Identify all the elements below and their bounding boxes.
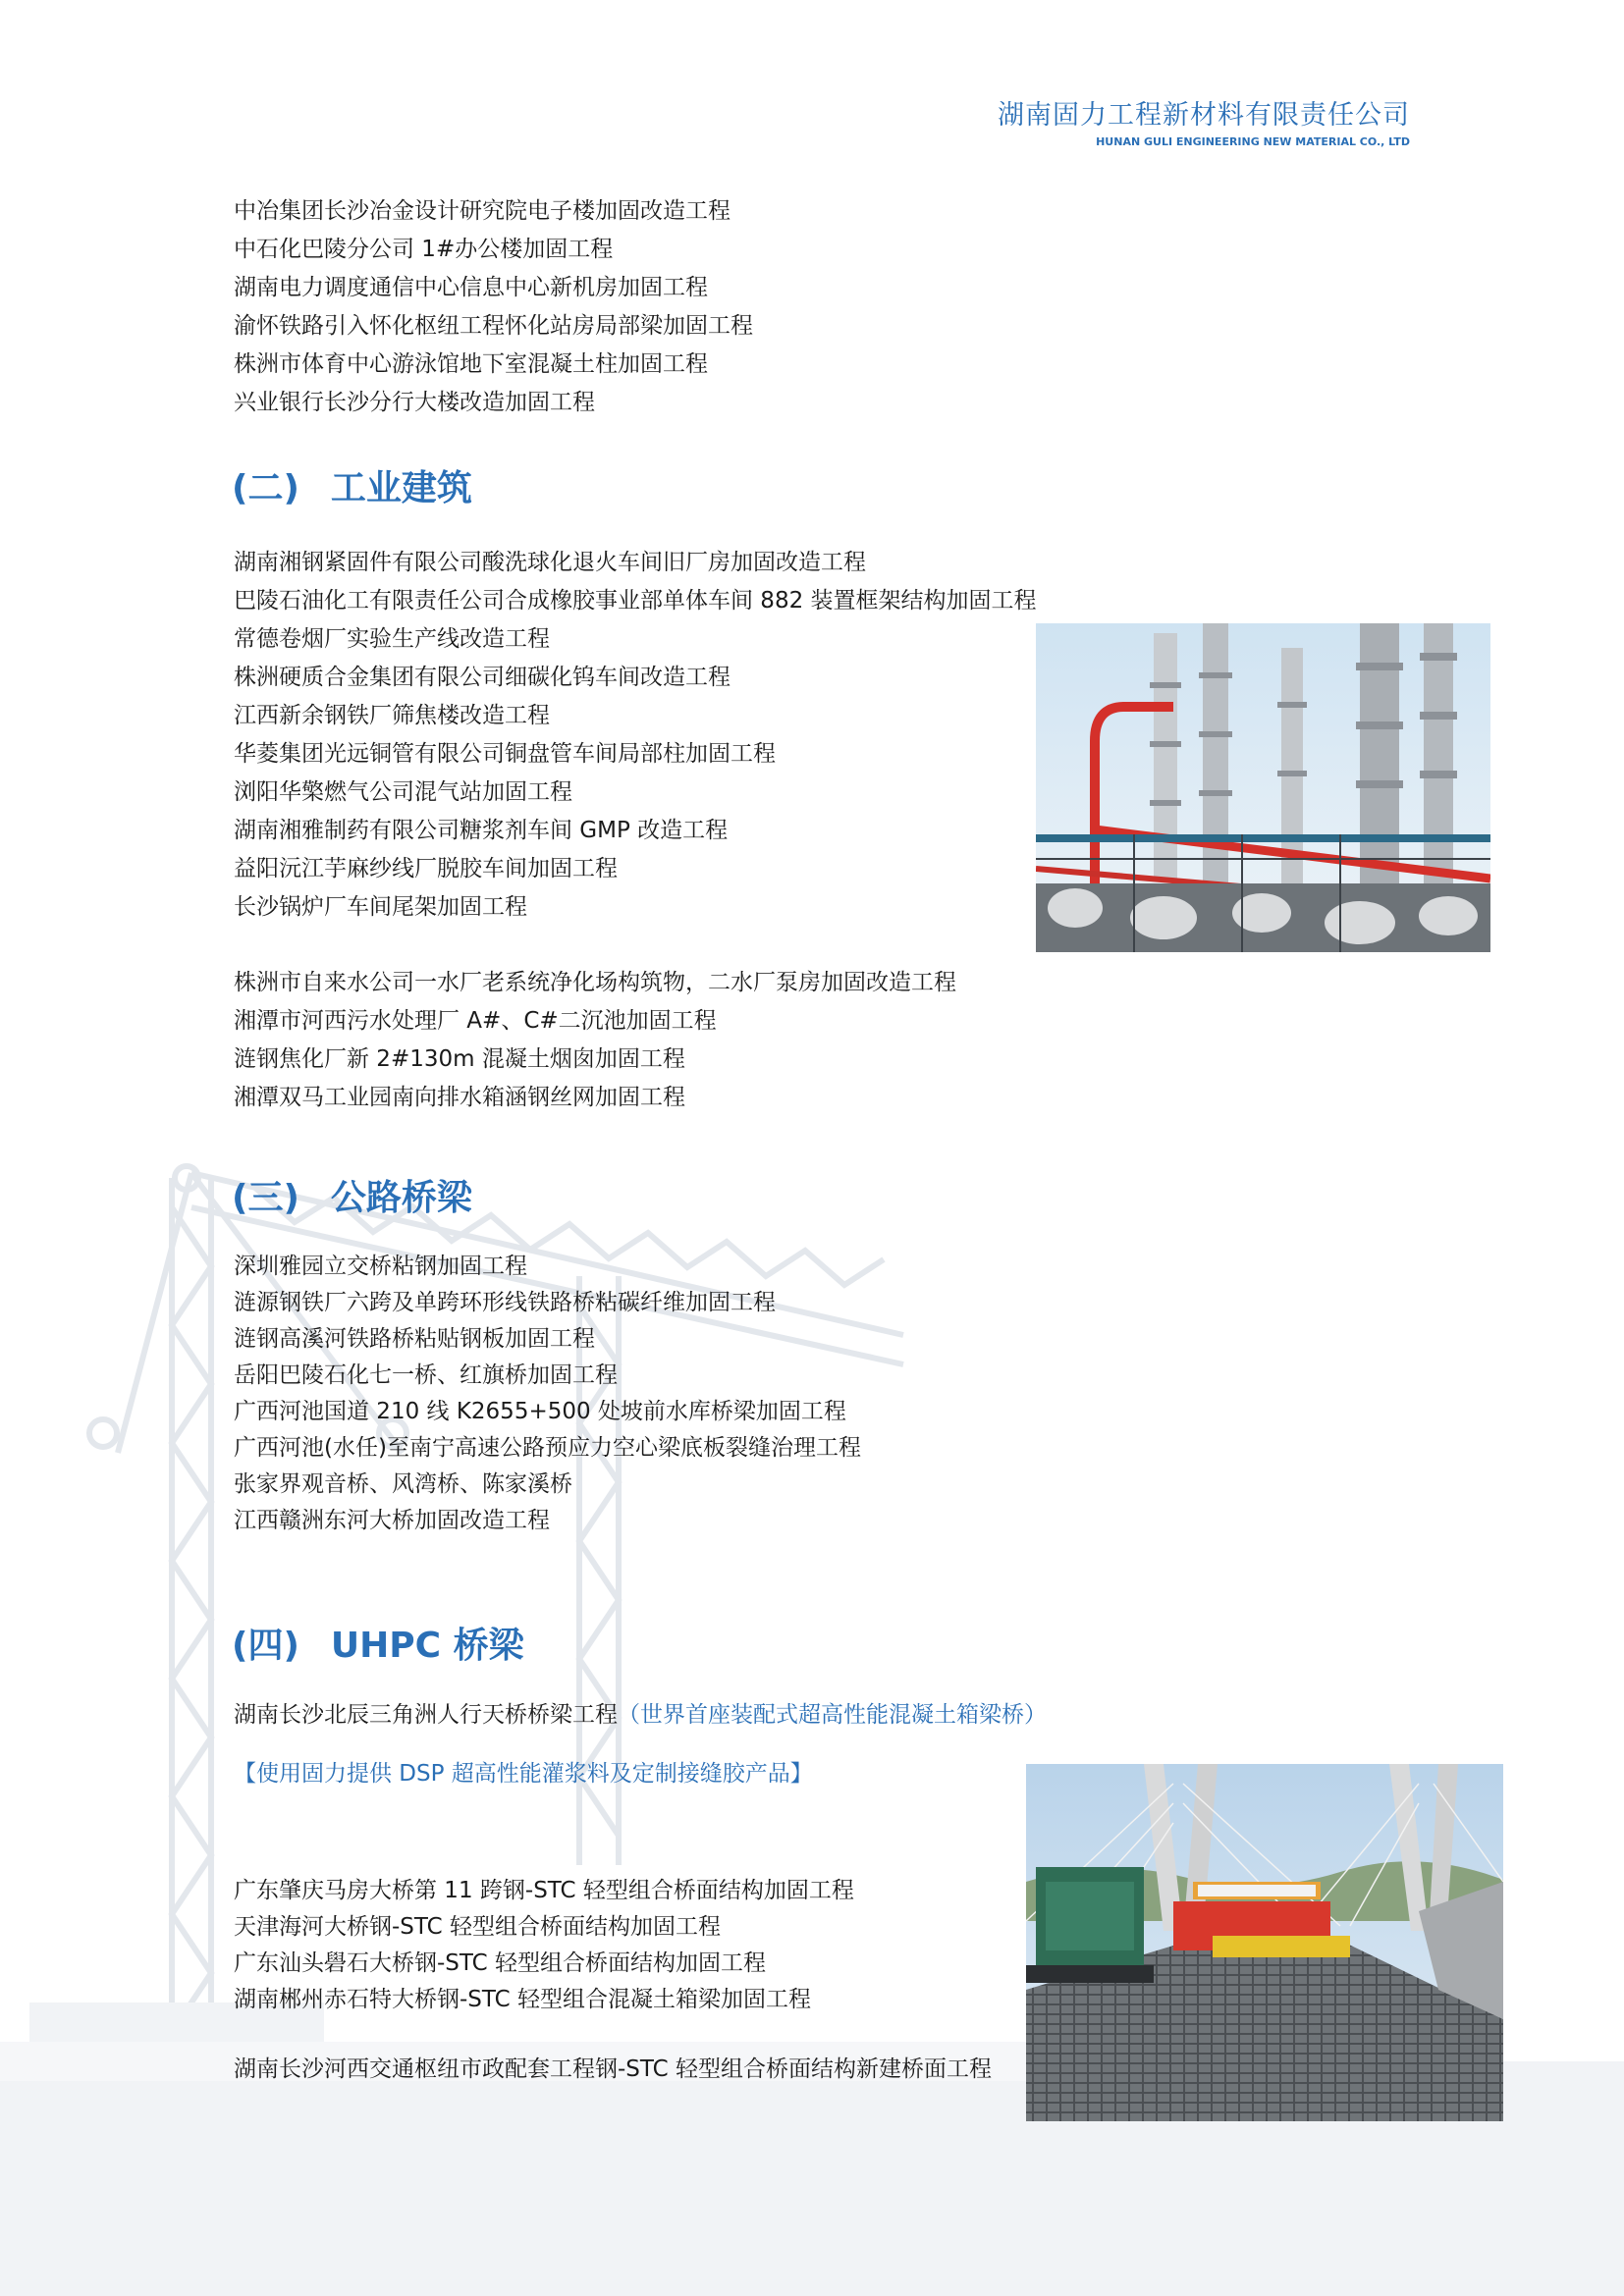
section-heading-uhpc — [232, 1625, 524, 1668]
list-item: 广东汕头礐石大桥钢-STC 轻型组合桥面结构加固工程 — [234, 1950, 766, 1976]
list-item: 岳阳巴陵石化七一桥、红旗桥加固工程 — [234, 1362, 618, 1388]
list-item: 中冶集团长沙冶金设计研究院电子楼加固改造工程 — [234, 198, 731, 224]
section-heading-bridges — [232, 1177, 472, 1220]
petrochemical-plant-photo — [1036, 623, 1490, 952]
list-item: 渝怀铁路引入怀化枢纽工程怀化站房局部梁加固工程 — [234, 313, 753, 339]
section-heading-industrial — [232, 467, 472, 510]
list-item: 湖南郴州赤石特大桥钢-STC 轻型组合混凝土箱梁加固工程 — [234, 1987, 811, 2012]
list-item: 江西赣洲东河大桥加固改造工程 — [234, 1508, 550, 1533]
section-title: UHPC 桥梁 — [330, 1626, 524, 1666]
company-name-en: HUNAN GULI ENGINEERING NEW MATERIAL CO., LTD — [1096, 135, 1410, 148]
list-item: 中石化巴陵分公司 1#办公楼加固工程 — [234, 237, 614, 262]
list-item: 常德卷烟厂实验生产线改造工程 — [234, 626, 550, 652]
list-item: 湖南长沙河西交通枢纽市政配套工程钢-STC 轻型组合桥面结构新建桥面工程 — [234, 2056, 992, 2082]
list-item: 长沙锅炉厂车间尾架加固工程 — [234, 894, 527, 920]
section-number: (三) — [232, 1178, 299, 1218]
list-item: 华菱集团光远铜管有限公司铜盘管车间局部柱加固工程 — [234, 741, 776, 767]
list-item: 深圳雅园立交桥粘钢加固工程 — [234, 1254, 527, 1279]
list-item: 益阳沅江芋麻纱线厂脱胶车间加固工程 — [234, 856, 618, 881]
list-item: 广西河池(水任)至南宁高速公路预应力空心梁底板裂缝治理工程 — [234, 1435, 861, 1461]
list-item: 江西新余钢铁厂筛焦楼改造工程 — [234, 703, 550, 728]
uhpc-first-note: （世界首座装配式超高性能混凝土箱梁桥） — [618, 1702, 1047, 1728]
list-item: 天津海河大桥钢-STC 轻型组合桥面结构加固工程 — [234, 1914, 721, 1940]
product-note: 【使用固力提供 DSP 超高性能灌浆料及定制接缝胶产品】 — [234, 1761, 813, 1787]
list-item: 株洲硬质合金集团有限公司细碳化钨车间改造工程 — [234, 665, 731, 690]
list-item: 巴陵石油化工有限责任公司合成橡胶事业部单体车间 882 装置框架结构加固工程 — [234, 588, 1037, 614]
list-item: 涟钢高溪河铁路桥粘贴钢板加固工程 — [234, 1326, 595, 1352]
list-item: 湖南湘钢紧固件有限公司酸洗球化退火车间旧厂房加固改造工程 — [234, 550, 866, 575]
list-item: 广东肇庆马房大桥第 11 跨钢-STC 轻型组合桥面结构加固工程 — [234, 1878, 854, 1903]
section-title: 公路桥梁 — [330, 1178, 472, 1218]
section-number: (二) — [232, 468, 299, 508]
list-item: 涟钢焦化厂新 2#130m 混凝土烟囱加固工程 — [234, 1046, 685, 1072]
section-number: (四) — [232, 1626, 299, 1666]
bridge-deck-construction-photo — [1026, 1764, 1503, 2121]
list-item: 株洲市自来水公司一水厂老系统净化场构筑物，二水厂泵房加固改造工程 — [234, 970, 956, 995]
section-title: 工业建筑 — [330, 468, 472, 508]
list-item: 湘潭市河西污水处理厂 A#、C#二沉池加固工程 — [234, 1008, 717, 1034]
list-item: 兴业银行长沙分行大楼改造加固工程 — [234, 390, 595, 415]
company-name-cn: 湖南固力工程新材料有限责任公司 — [998, 100, 1410, 131]
list-item: 涟源钢铁厂六跨及单跨环形线铁路桥粘碳纤维加固工程 — [234, 1290, 776, 1315]
uhpc-first-item: 湖南长沙北辰三角洲人行天桥桥梁工程 — [234, 1702, 618, 1728]
list-item: 浏阳华檠燃气公司混气站加固工程 — [234, 779, 572, 805]
company-header — [998, 98, 1410, 149]
list-item: 广西河池国道 210 线 K2655+500 处坡前水库桥梁加固工程 — [234, 1399, 846, 1424]
list-item: 湖南电力调度通信中心信息中心新机房加固工程 — [234, 275, 708, 300]
list-item: 湘潭双马工业园南向排水箱涵钢丝网加固工程 — [234, 1085, 685, 1110]
list-item: 株洲市体育中心游泳馆地下室混凝土柱加固工程 — [234, 351, 708, 377]
list-item: 湖南湘雅制药有限公司糖浆剂车间 GMP 改造工程 — [234, 818, 729, 843]
list-item: 张家界观音桥、风湾桥、陈家溪桥 — [234, 1471, 572, 1497]
list-item — [234, 1700, 1047, 1730]
